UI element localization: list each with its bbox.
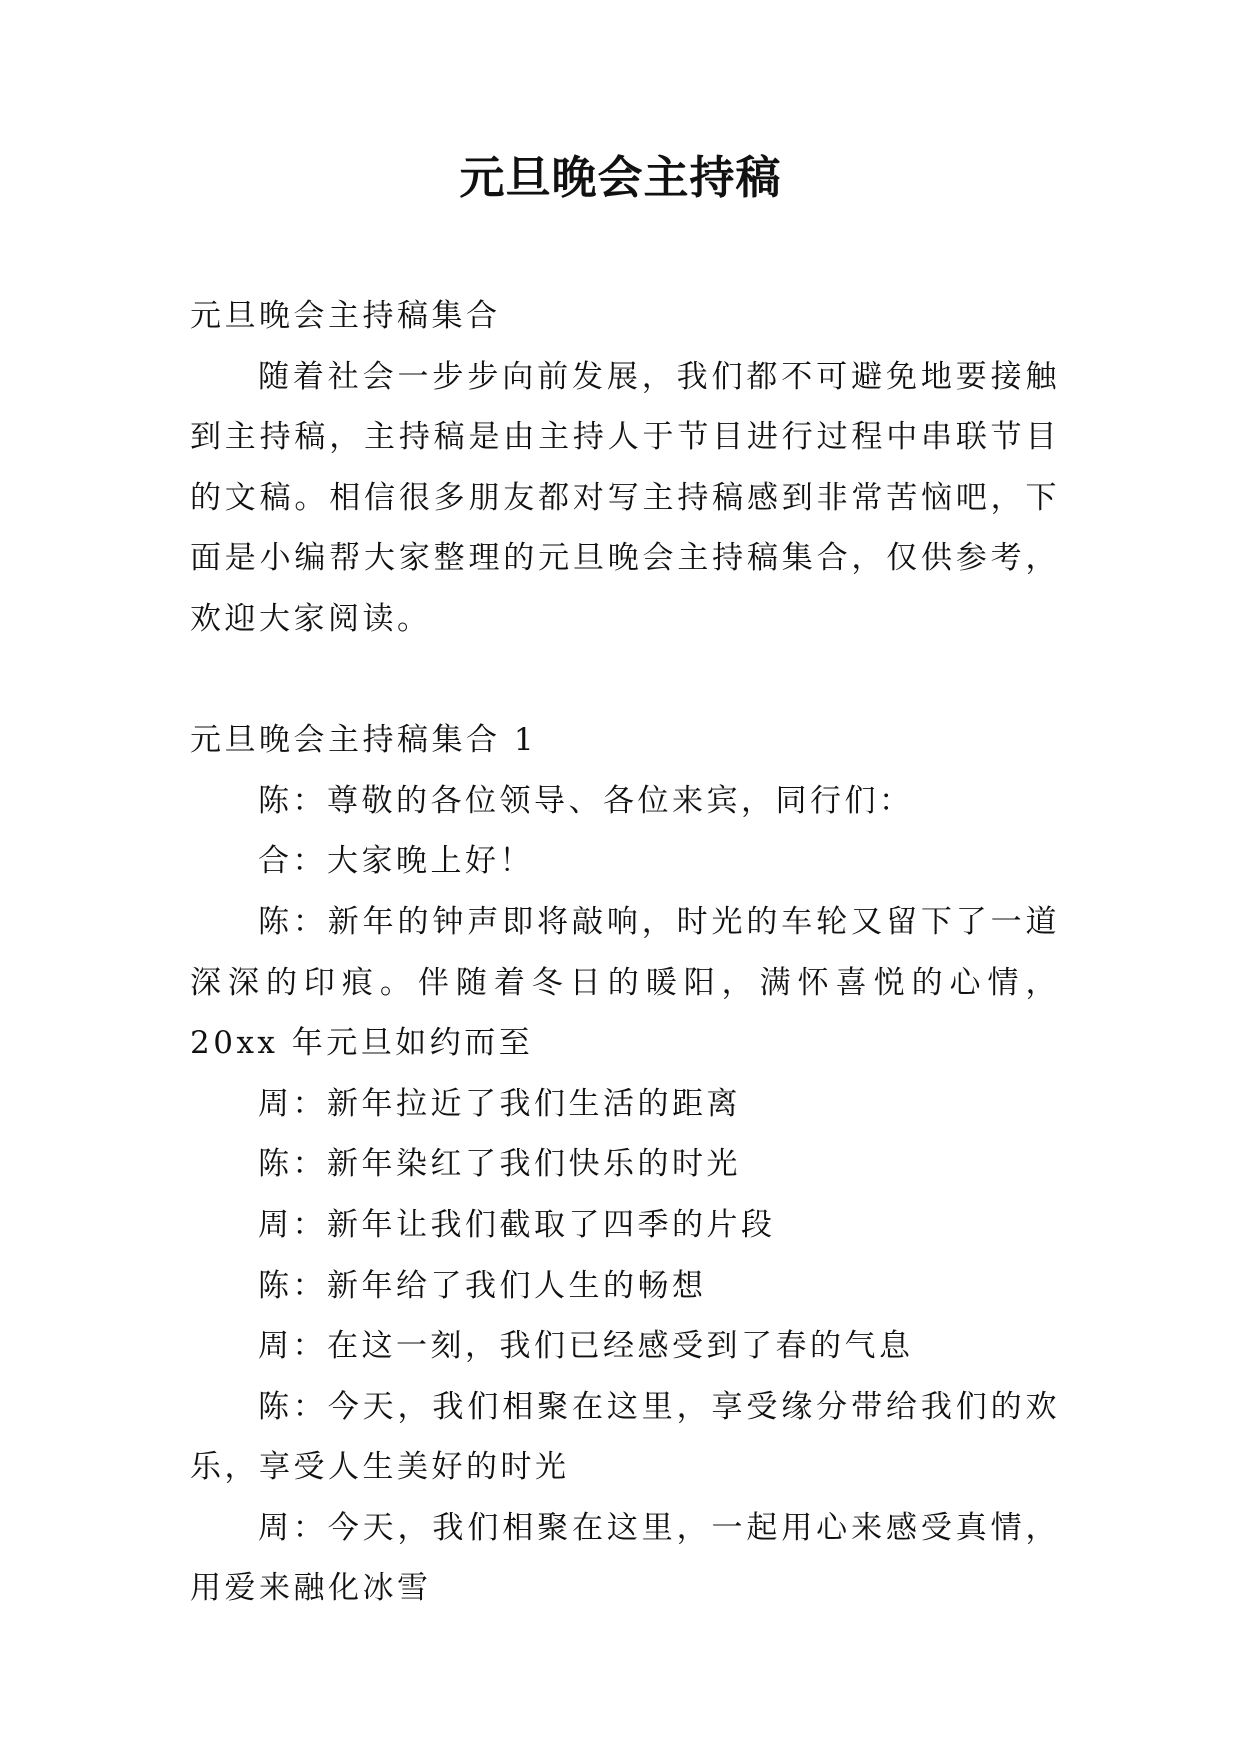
section-heading: 元旦晚会主持稿集合 1 <box>190 722 538 759</box>
dialogue-line: 周：新年拉近了我们生活的距离 <box>258 1085 741 1122</box>
dialogue-line: 陈：新年的钟声即将敲响，时光的车轮又留下了一道深深的印痕。伴随着冬日的暖阳，满怀喜悦的心情，20xx 年元旦如约而至 <box>190 903 1060 1062</box>
dialogue-line: 陈：尊敬的各位领导、各位来宾，同行们： <box>258 782 914 819</box>
dialogue-line: 合：大家晚上好！ <box>258 843 534 880</box>
document-title: 元旦晚会主持稿 <box>459 151 782 204</box>
dialogue-line: 周：在这一刻，我们已经感受到了春的气息 <box>258 1328 914 1365</box>
dialogue-line: 周：新年让我们截取了四季的片段 <box>258 1206 776 1243</box>
intro-paragraph: 随着社会一步步向前发展，我们都不可避免地要接触到主持稿，主持稿是由主持人于节目进行过程中串联节目的文稿。相信很多朋友都对写主持稿感到非常苦恼吧，下面是小编帮大家整理的元旦晚会主持稿集合，仅供参考，欢迎大家阅读。 <box>190 358 1060 637</box>
dialogue-line: 周：今天，我们相聚在这里，一起用心来感受真情，用爱来融化冰雪 <box>190 1509 1060 1607</box>
dialogue-line: 陈：新年给了我们人生的畅想 <box>258 1267 707 1304</box>
dialogue-line: 陈：今天，我们相聚在这里，享受缘分带给我们的欢乐，享受人生美好的时光 <box>190 1388 1060 1486</box>
intro-heading: 元旦晚会主持稿集合 <box>190 298 501 334</box>
document-body <box>190 286 1060 1619</box>
dialogue-line: 陈：新年染红了我们快乐的时光 <box>258 1146 741 1183</box>
